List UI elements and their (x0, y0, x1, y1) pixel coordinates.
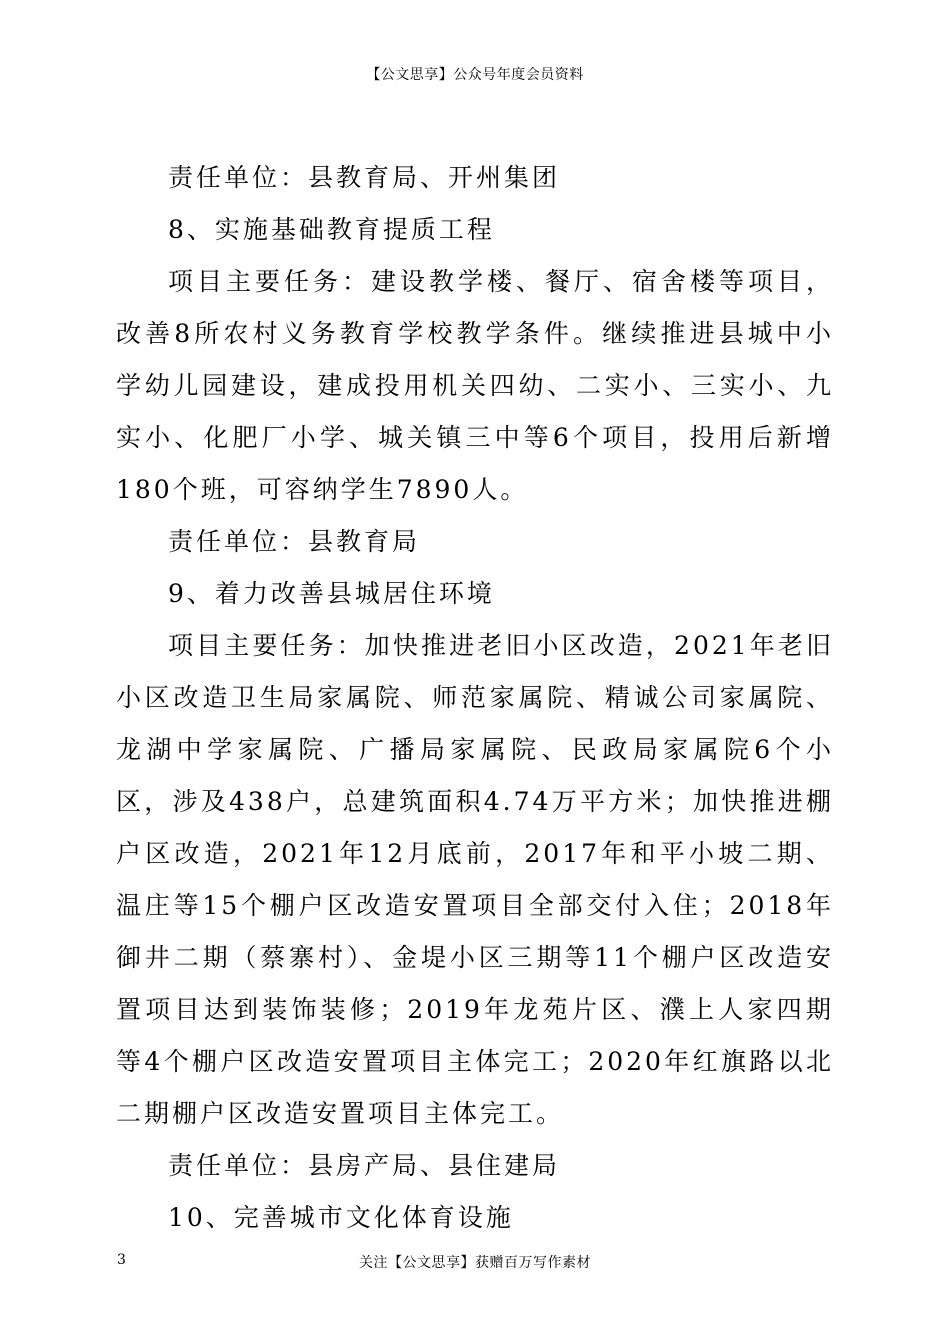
page-number: 3 (117, 1252, 126, 1268)
section-heading-8: 8、实施基础教育提质工程 (168, 215, 495, 244)
paragraph-task-8: 项目主要任务：建设教学楼、餐厅、宿舍楼等项目，改善8所农村义务教育学校教学条件。继续推进县城中小学幼儿园建设，建成投用机关四幼、二实小、三实小、九实小、化肥厂小学、城关镇三中等6个项目，投用后新增180个班，可容纳学生7890人。 (116, 267, 834, 504)
page-footer: 关注【公文思享】获赠百万写作素材 (359, 1255, 591, 1271)
paragraph-task-9: 项目主要任务：加快推进老旧小区改造，2021年老旧小区改造卫生局家属院、师范家属院、精诚公司家属院、龙湖中学家属院、广播局家属院、民政局家属院6个小区，涉及438户，总建筑面积4.74万平方米；加快推进棚户区改造，2021年12月底前，2017年和平小坡二期、温庄等15个棚户区改造安置项目全部交付入住；2018年御井二期（蔡寨村）、金堤小区三期等11个棚户区改造安置项目达到装饰装修；2019年龙苑片区、濮上人家四期等4个棚户区改造安置项目主体完工；2020年红旗路以北二期棚户区改造安置项目主体完工。 (116, 631, 834, 1128)
section-heading-9: 9、着力改善县城居住环境 (168, 579, 495, 608)
paragraph-responsible-unit-1: 责任单位：县教育局、开州集团 (168, 163, 561, 192)
section-heading-10: 10、完善城市文化体育设施 (168, 1203, 514, 1232)
body-text (116, 152, 834, 1244)
paragraph-responsible-unit-3: 责任单位：县房产局、县住建局 (168, 1151, 561, 1180)
paragraph-responsible-unit-2: 责任单位：县教育局 (168, 527, 421, 556)
page-header: 【公文思享】公众号年度会员资料 (366, 67, 584, 83)
